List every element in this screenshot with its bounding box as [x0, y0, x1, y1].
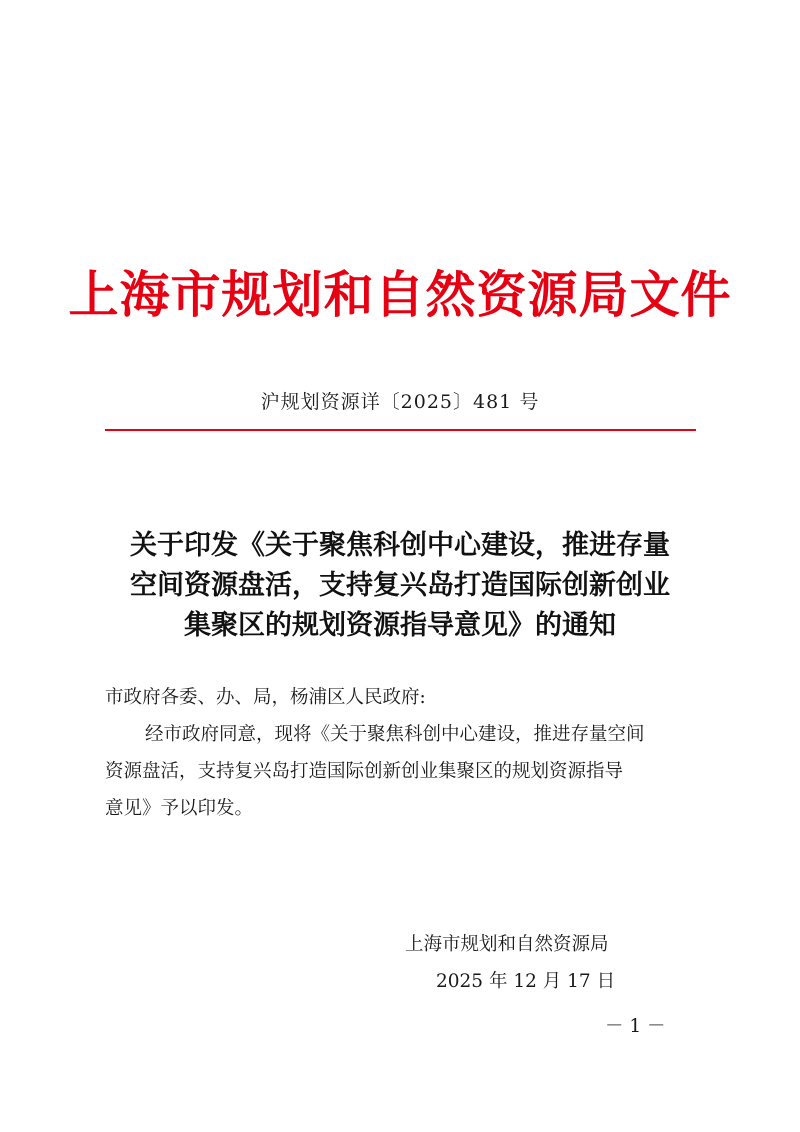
issuer-title: 上海市规划和自然资源局文件 — [68, 265, 732, 324]
page-number: － 1 － — [605, 1016, 666, 1037]
title-line: 空间资源盘活，支持复兴岛打造国际创新创业 — [130, 570, 670, 601]
paragraph-line: 经市政府同意，现将《关于聚焦科创中心建设，推进存量空间 — [145, 724, 645, 745]
document-number: 沪规划资源详〔2025〕481 号 — [260, 391, 540, 413]
signature-organization-text: 上海市规划和自然资源局 — [405, 934, 609, 955]
paragraph-line: 资源盘活，支持复兴岛打造国际创新创业集聚区的规划资源指导 — [105, 761, 624, 782]
title-line: 关于印发《关于聚焦科创中心建设，推进存量 — [130, 530, 670, 561]
document-title — [100, 526, 700, 646]
document-body — [105, 679, 697, 827]
signature-date: 2025 年 12 月 17 日 — [436, 971, 616, 992]
title-line: 集聚区的规划资源指导意见》的通知 — [184, 610, 616, 641]
paragraph-line: 意见》予以印发。 — [105, 798, 254, 819]
salutation: 市政府各委、办、局，杨浦区人民政府: — [105, 687, 426, 708]
red-divider — [105, 429, 696, 431]
